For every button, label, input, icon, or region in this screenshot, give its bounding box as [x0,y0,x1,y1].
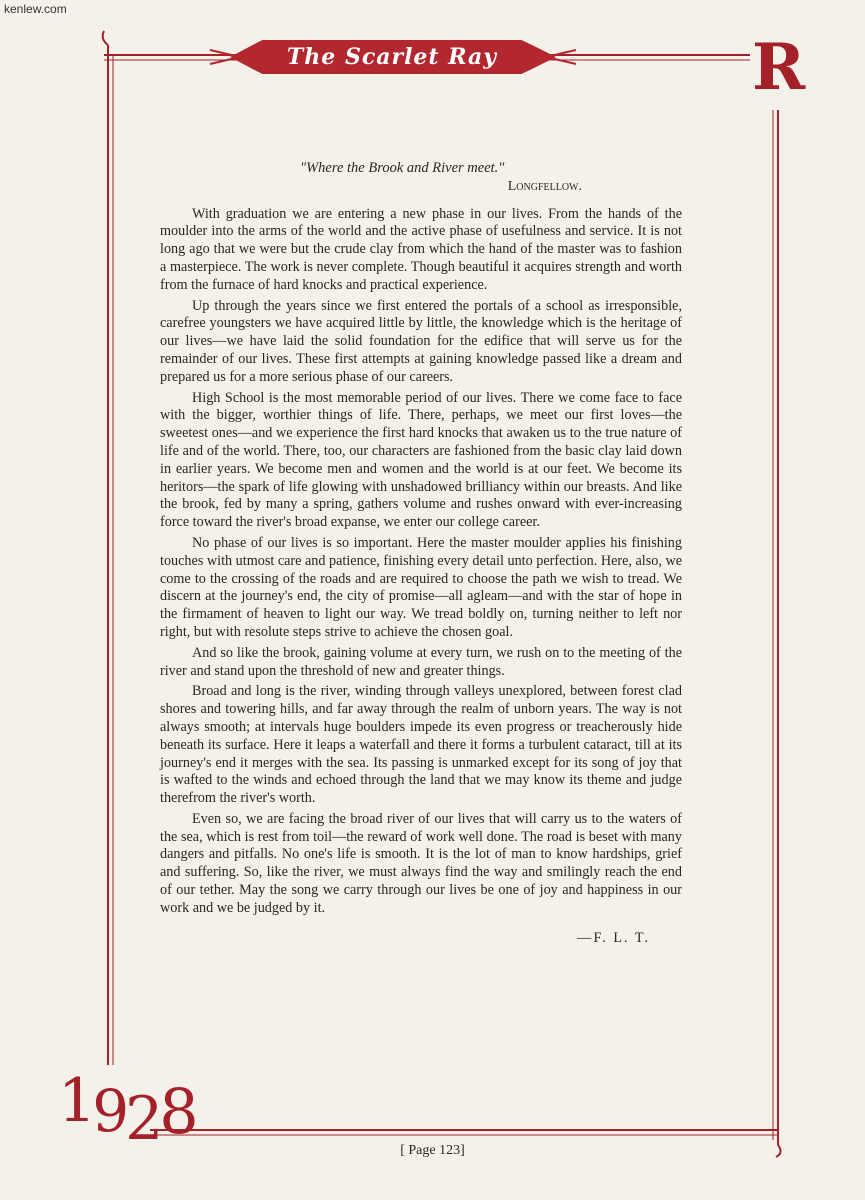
year-digit: 2 [125,1084,160,1154]
year-ornament [58,1060,195,1154]
year-digit: 8 [159,1075,195,1148]
paragraph: Broad and long is the river, winding through valleys unexplored, between forest clad shores and towering hills, and far away through the realm of unborn years. The way is not always smooth; at intervals huge boulders impede its even progress or treacherously hide beneath its surface. Here it leaps a waterfall and there it forms a turbulent cataract, till at its journey's end it merges with the sea. Its passing is unmarked except for its song of joy that is wafted to the winds and echoed through the land that we may know its theme and judge therefrom the river's worth. [160,683,682,807]
paragraph: High School is the most memorable period of our lives. There we come face to face with the bigger, worthier things of life. There, perhaps, we meet our first loves—the sweetest ones—and we experience the first hard knocks that awaken us to the true nature of life and of the world. There, too, our characters are fashioned from the basic clay laid down in earlier years. We become men and women and the world is at our feet. We become its heritors—the spark of life glowing with unshadowed brilliancy within our breasts. And like the brook, fed by many a spring, gathers volume and rushes onward with ever-increasing force toward the river's broad expanse, we enter our college career. [160,389,682,531]
paragraph: No phase of our lives is so important. Here the master moulder applies his finishing touches with utmost care and patience, finishing every detail unto perfection. Here, also, we come to the crossing of the roads and are required to choose the path we wish to tread. We discern at the journey's end, the city of promise—all agleam—and with the star of hope in the firmament of heaven to light our way. We tread boldly on, turning neither to left nor right, but with resolute steps strive to achieve the chosen goal. [160,534,683,640]
watermark: kenlew.com [4,2,67,16]
paragraph: Up through the years since we first entered the portals of a school as irresponsible, carefree youngsters we have acquired little by little, the knowledge which is the heritage of our lives—we have laid the solid foundation for the edifice that will serve us for the remainder of our lives. These first attempts at gaining knowledge passed like a dream and prepared us for a more serious phase of our careers. [160,297,682,385]
year-digit: 9 [92,1077,126,1145]
paragraph: Even so, we are facing the broad river of our lives that will carry us to the waters of the sea, which is rest from toil—the reward of work well done. The road is beset with many dangers and pitfalls. No one's life is smooth. It is the lot of man to know hardships, grief and suffering. So, like the river, we must always find the way and smilingly reach the end of our tether. May the song we carry through our lives be one of joy and happiness in our work and we be judged by it. [160,810,682,916]
year-digit: 1 [58,1066,93,1136]
corner-initial-letter: R [752,30,806,105]
epigraph-author: Longfellow. [507,178,582,194]
paragraph: And so like the brook, gaining volume at every turn, we rush on to the meeting of the river and stand upon the threshold of new and greater things. [160,644,682,679]
magazine-title: The Scarlet Ray [286,44,498,70]
author-signature: —F. L. T. [577,929,650,946]
article-body [160,160,682,947]
epigraph-quote: "Where the Brook and River meet." [300,160,505,176]
paragraph: With graduation we are entering a new phase in our lives. From the hands of the moulder into the arms of the world and the active phase of usefulness and service. It is not long ago that we were but the crude clay from which the hand of the master was to fashion a masterpiece. The work is never complete. Though beautiful it acquires strength and worth from the furnace of hard knocks and practical experience. [160,205,682,293]
page-number: [ Page 123] [400,1143,465,1158]
